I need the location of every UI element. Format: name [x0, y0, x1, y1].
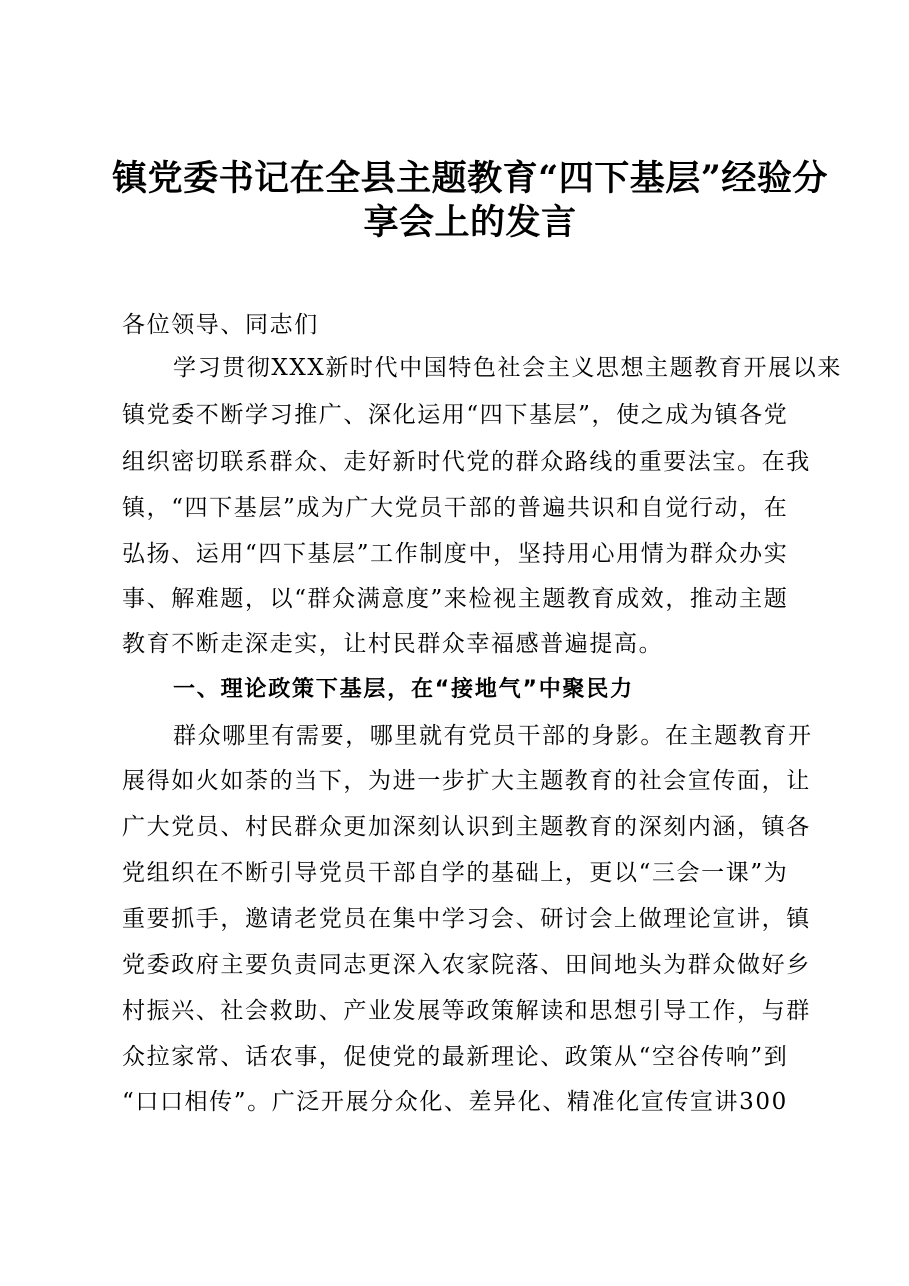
paragraph-2-line-1: 群众哪里有需要，哪里就有党员干部的身影。在主题教育开 [173, 723, 813, 749]
paragraph-2-line-9: “口口相传”。广泛开展分众化、差异化、精准化宣传宣讲300 [122, 1089, 788, 1115]
paragraph-1-line-5: 弘扬、运用“四下基层”工作制度中，坚持用心用情为群众办实 [122, 541, 789, 567]
paragraph-1-line-6: 事、解难题，以“群众满意度”来检视主题教育成效，推动主题 [122, 586, 789, 612]
paragraph-2-line-8: 众拉家常、话农事，促使党的最新理论、政策从“空谷传响”到 [122, 1044, 789, 1070]
document-title-line-1: 镇党委书记在全县主题教育“四下基层”经验分 [112, 158, 828, 199]
paragraph-2-line-4: 党组织在不断引导党员干部自学的基础上，更以“三会一课”为 [122, 860, 789, 886]
paragraph-2-line-6: 党委政府主要负责同志更深入农家院落、田间地头为群众做好乡 [122, 952, 811, 978]
paragraph-1-line-4: 镇，“四下基层”成为广大党员干部的普遍共识和自觉行动，在 [122, 495, 789, 521]
paragraph-2-line-3: 广大党员、村民群众更加深刻认识到主题教育的深刻内涵，镇各 [122, 814, 811, 840]
paragraph-1-line-2: 镇党委不断学习推广、深化运用“四下基层”，使之成为镇各党 [122, 402, 789, 428]
paragraph-1-line-7: 教育不断走深走实，让村民群众幸福感普遍提高。 [122, 631, 664, 657]
paragraph-2-line-7: 村振兴、社会救助、产业发展等政策解读和思想引导工作，与群 [122, 998, 811, 1024]
section-1-heading: 一、理论政策下基层，在“接地气”中聚民力 [173, 677, 634, 702]
paragraph-1-line-1: 学习贯彻XXX新时代中国特色社会主义思想主题教育开展以来 [173, 355, 842, 381]
paragraph-2-line-2: 展得如火如荼的当下，为进一步扩大主题教育的社会宣传面，让 [122, 768, 811, 794]
paragraph-1-line-3: 组织密切联系群众、走好新时代党的群众路线的重要法宝。在我 [122, 449, 811, 475]
document-title-line-2: 享会上的发言 [363, 202, 577, 243]
paragraph-2-line-5: 重要抓手，邀请老党员在集中学习会、研讨会上做理论宣讲，镇 [122, 906, 811, 932]
salutation: 各位领导、同志们 [122, 312, 319, 338]
